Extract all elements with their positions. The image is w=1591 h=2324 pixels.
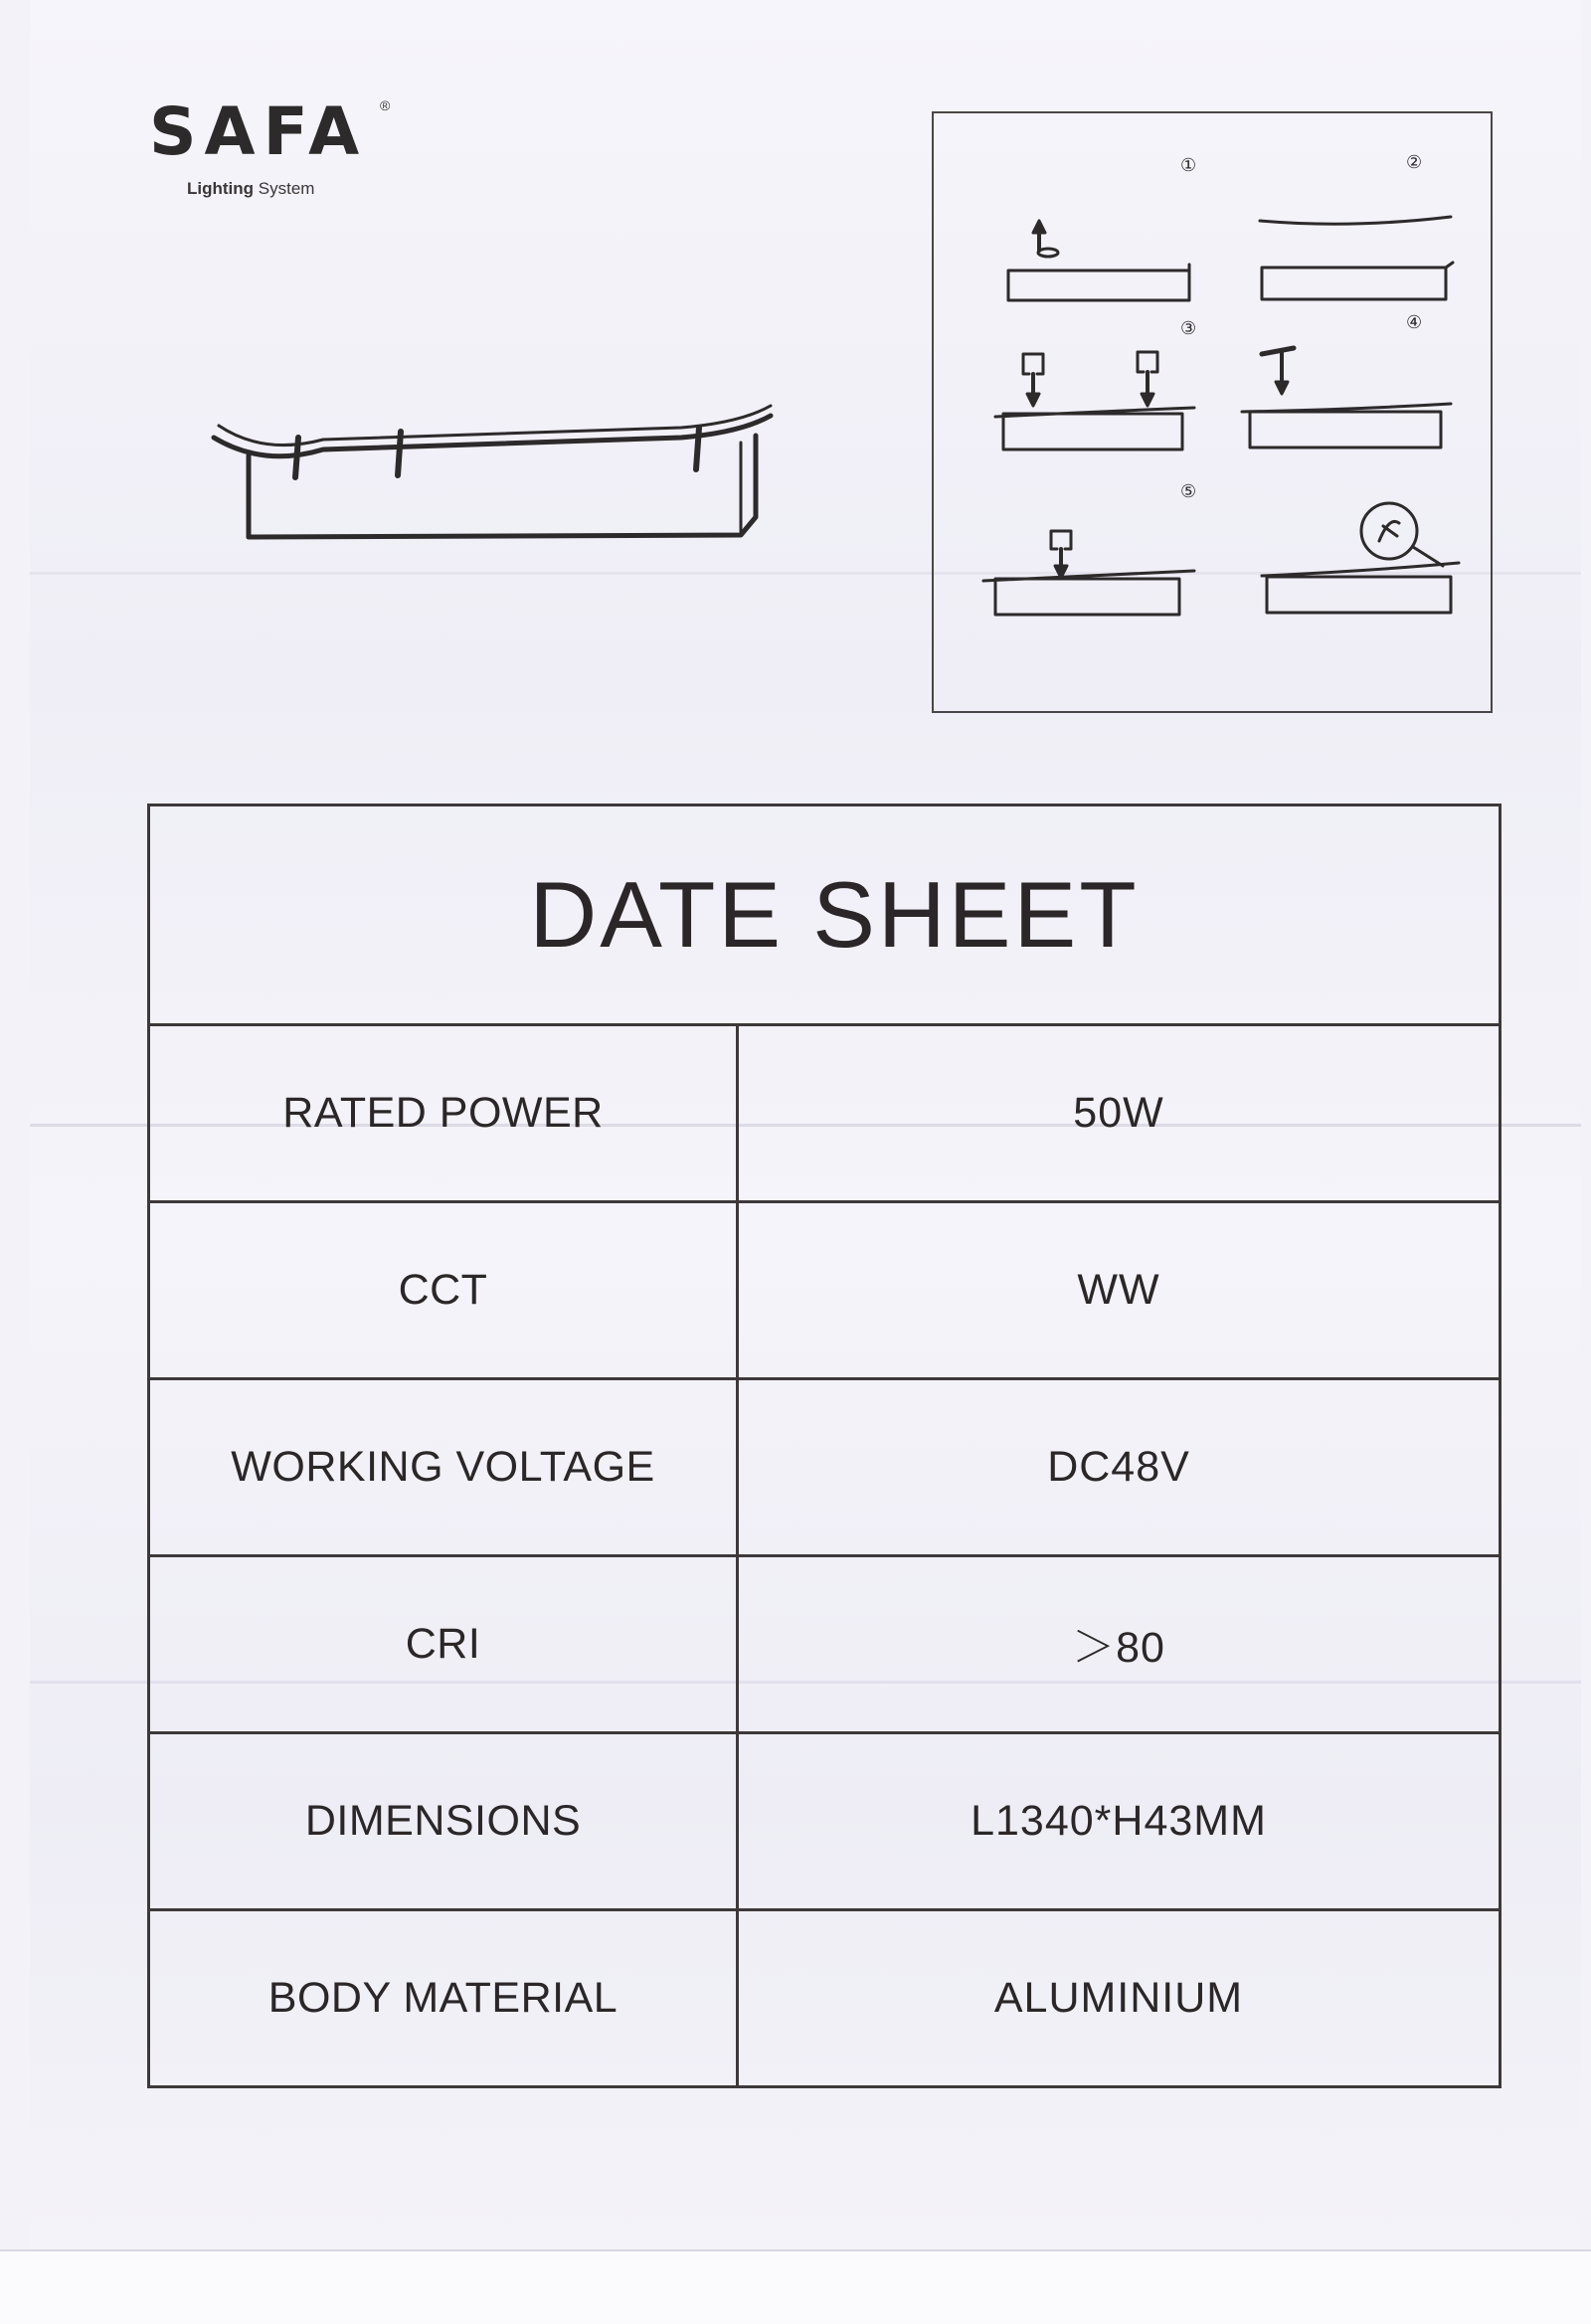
spec-value: L1340*H43MM (971, 1797, 1267, 1845)
spec-row-working-voltage (150, 1377, 1499, 1554)
spec-label: CCT (150, 1203, 739, 1377)
spec-label: WORKING VOLTAGE (150, 1380, 739, 1554)
spec-label: RATED POWER (150, 1026, 739, 1200)
brand-logo (149, 93, 408, 209)
brand-tagline (187, 179, 314, 199)
spec-value: 50W (1073, 1089, 1164, 1137)
spec-row-cri (150, 1554, 1499, 1731)
tagline-bold: Lighting (187, 179, 255, 198)
spec-row-body-material (150, 1908, 1499, 2085)
step-3-label: ③ (1180, 318, 1197, 339)
spec-rows (150, 1023, 1499, 2085)
spec-value: ALUMINIUM (993, 1974, 1244, 2022)
spec-table (147, 804, 1502, 2088)
spec-row-rated-power (150, 1023, 1499, 1200)
spec-label: BODY MATERIAL (150, 1911, 739, 2085)
spec-value: WW (1077, 1266, 1160, 1314)
sheet-title: DATE SHEET (529, 862, 1140, 967)
installation-steps-panel (932, 111, 1493, 713)
spec-value: DC48V (1047, 1443, 1190, 1491)
spec-label: CRI (150, 1557, 739, 1731)
tagline-rest: System (258, 179, 315, 198)
step-2-label: ② (1406, 152, 1423, 173)
step-1-label: ① (1180, 155, 1197, 176)
spec-value: ＞80 (1072, 1624, 1165, 1672)
sheet-title-row (150, 806, 1499, 1023)
scan-margin (0, 2249, 1591, 2324)
brand-name: SAFA (149, 93, 368, 170)
spec-row-cct (150, 1200, 1499, 1377)
product-illustration (204, 398, 781, 557)
installation-diagram (934, 113, 1495, 715)
registered-mark: ® (380, 97, 391, 113)
step-5-label: ⑤ (1180, 481, 1197, 502)
spec-label: DIMENSIONS (150, 1734, 739, 1908)
step-4-label: ④ (1406, 312, 1423, 333)
spec-row-dimensions (150, 1731, 1499, 1908)
